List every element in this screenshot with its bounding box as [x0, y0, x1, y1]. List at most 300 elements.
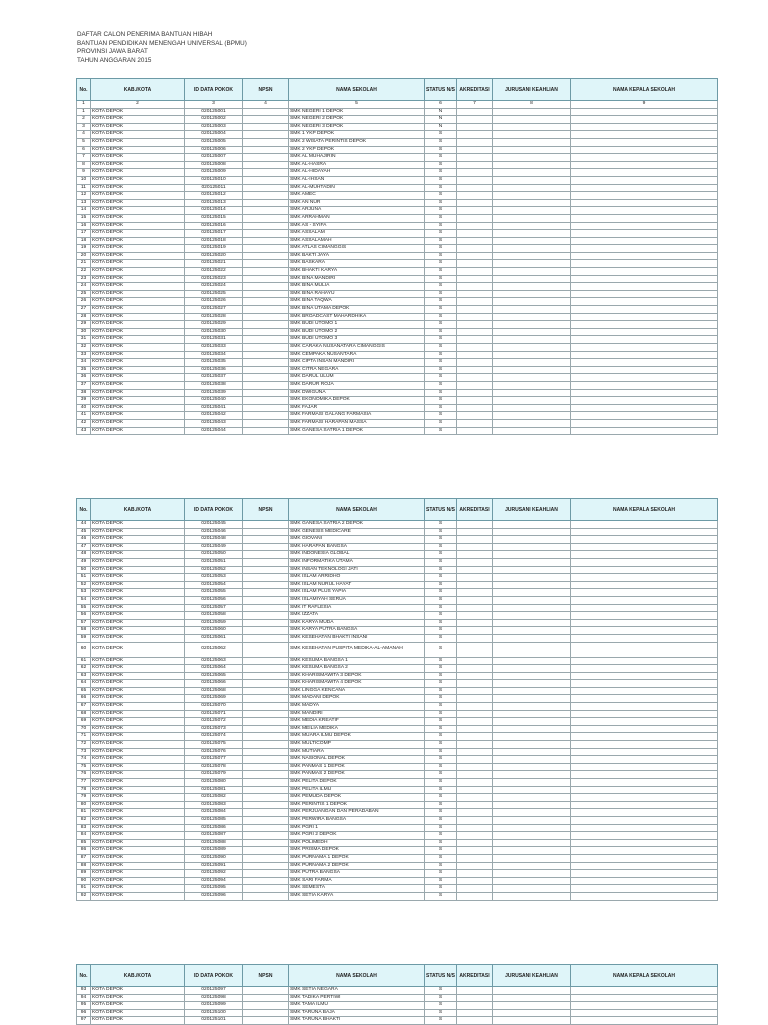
col-jurusan-cell [493, 351, 571, 359]
col-npsn-cell [243, 687, 289, 695]
col-kab-kota-cell: KOTA DEPOK [91, 176, 185, 184]
col-jurusan-cell [493, 306, 571, 314]
header-col-nama-sekolah: NAMA SEKOLAH [289, 79, 425, 101]
col-npsn-cell [243, 138, 289, 146]
col-jurusan-cell [493, 589, 571, 597]
col-nama-kepala-cell [571, 779, 718, 787]
col-kab-kota-cell: KOTA DEPOK [91, 351, 185, 359]
col-akreditasi-cell [457, 222, 493, 230]
col-status-cell: S [425, 680, 457, 688]
col-kab-kota-cell: KOTA DEPOK [91, 634, 185, 642]
col-akreditasi-cell [457, 847, 493, 855]
col-status-cell: S [425, 741, 457, 749]
col-id-data-pokok-cell: 020125051 [185, 558, 243, 566]
col-nama-sekolah-cell: SMK PURNAMA 1 DEPOK [289, 854, 425, 862]
table-row [77, 374, 718, 382]
col-kab-kota-cell: KOTA DEPOK [91, 328, 185, 336]
col-nama-kepala-cell [571, 1017, 718, 1025]
table-row [77, 612, 718, 620]
col-jurusan-cell [493, 192, 571, 200]
col-nama-sekolah-cell: SMK BINA TAQWA [289, 298, 425, 306]
col-akreditasi-cell [457, 108, 493, 116]
table-row [77, 862, 718, 870]
col-nama-kepala-cell [571, 687, 718, 695]
col-nama-sekolah-cell: SMK NEGERI 2 DEPOK [289, 116, 425, 124]
col-nama-kepala-cell [571, 558, 718, 566]
col-akreditasi-cell [457, 290, 493, 298]
col-nama-sekolah-cell: SMK IT RAFLESIA [289, 604, 425, 612]
col-akreditasi-cell [457, 642, 493, 657]
col-status-cell: S [425, 596, 457, 604]
col-akreditasi-cell [457, 771, 493, 779]
col-nama-sekolah-cell: SMK BAKTI JAYA [289, 252, 425, 260]
col-npsn-cell [243, 566, 289, 574]
col-no-cell: 62 [77, 665, 91, 673]
col-nama-kepala-cell [571, 870, 718, 878]
table-row [77, 733, 718, 741]
col-nama-sekolah-cell: SMK PERWIRA BANGSA [289, 816, 425, 824]
col-no-cell: 46 [77, 536, 91, 544]
col-id-data-pokok-cell: 020125006 [185, 146, 243, 154]
header-col-npsn: NPSN [243, 499, 289, 521]
col-kab-kota-cell: KOTA DEPOK [91, 313, 185, 321]
col-status-cell: S [425, 283, 457, 291]
col-nama-kepala-cell [571, 528, 718, 536]
col-status-cell: S [425, 809, 457, 817]
col-nama-sekolah-cell: SMK 2 YKP DEPOK [289, 146, 425, 154]
col-nama-sekolah-cell: SMK BHAKTI KARYA [289, 268, 425, 276]
col-status-cell: S [425, 176, 457, 184]
col-id-data-pokok-cell: 020125002 [185, 116, 243, 124]
col-nama-kepala-cell [571, 176, 718, 184]
col-kab-kota-cell: KOTA DEPOK [91, 574, 185, 582]
col-kab-kota-cell: KOTA DEPOK [91, 801, 185, 809]
col-akreditasi-cell [457, 283, 493, 291]
col-no-cell: 80 [77, 801, 91, 809]
col-npsn-cell [243, 268, 289, 276]
col-kab-kota-cell: KOTA DEPOK [91, 275, 185, 283]
col-kab-kota-cell: KOTA DEPOK [91, 419, 185, 427]
col-nama-kepala-cell [571, 374, 718, 382]
col-no-cell: 16 [77, 222, 91, 230]
col-jurusan-cell [493, 344, 571, 352]
col-nama-sekolah-cell: SMK BUDI UTOMO 1 [289, 321, 425, 329]
header-col-akreditasi: AKREDITASI [457, 79, 493, 101]
col-npsn-cell [243, 665, 289, 673]
col-akreditasi-cell [457, 154, 493, 162]
col-akreditasi-cell [457, 596, 493, 604]
col-jurusan-cell [493, 404, 571, 412]
col-nama-sekolah-cell: SMK HARAPAN BANGSA [289, 543, 425, 551]
col-id-data-pokok-cell: 020125057 [185, 604, 243, 612]
table-row [77, 283, 718, 291]
col-id-data-pokok-cell: 020125063 [185, 657, 243, 665]
table-row [77, 260, 718, 268]
col-akreditasi-cell [457, 146, 493, 154]
col-jurusan-cell [493, 381, 571, 389]
col-no-cell: 65 [77, 687, 91, 695]
col-nama-kepala-cell [571, 987, 718, 995]
col-jurusan-cell [493, 397, 571, 405]
col-status-cell: S [425, 642, 457, 657]
col-no-cell: 78 [77, 786, 91, 794]
col-jurusan-cell [493, 230, 571, 238]
col-akreditasi-cell [457, 877, 493, 885]
col-akreditasi-cell [457, 131, 493, 139]
col-kab-kota-cell: KOTA DEPOK [91, 619, 185, 627]
table-row [77, 184, 718, 192]
col-nama-sekolah-cell: SMK PANMAS 1 DEPOK [289, 763, 425, 771]
table-row [77, 199, 718, 207]
col-kab-kota-cell: KOTA DEPOK [91, 230, 185, 238]
col-no-cell: 66 [77, 695, 91, 703]
col-jurusan-cell [493, 116, 571, 124]
col-id-data-pokok-cell: 020125087 [185, 832, 243, 840]
col-npsn-cell [243, 252, 289, 260]
col-kab-kota-cell: KOTA DEPOK [91, 321, 185, 329]
col-akreditasi-cell [457, 794, 493, 802]
col-no-cell: 17 [77, 230, 91, 238]
table-row [77, 794, 718, 802]
col-nama-sekolah-cell: SMK BUDI UTOMO 3 [289, 336, 425, 344]
col-npsn-cell [243, 634, 289, 642]
col-nama-sekolah-cell: SMK PEMUDA DEPOK [289, 794, 425, 802]
col-id-data-pokok-cell: 020125055 [185, 589, 243, 597]
header-col-id-data-pokok: ID DATA POKOK [185, 79, 243, 101]
col-npsn-cell [243, 672, 289, 680]
col-npsn-cell [243, 816, 289, 824]
col-jurusan-cell [493, 763, 571, 771]
col-id-data-pokok-cell: 020125073 [185, 725, 243, 733]
col-id-data-pokok-cell: 020125098 [185, 994, 243, 1002]
col-npsn-cell [243, 862, 289, 870]
col-status-cell: S [425, 344, 457, 352]
table-row [77, 138, 718, 146]
col-nama-sekolah-cell: SMK MADANI DEPOK [289, 695, 425, 703]
col-jurusan-cell [493, 290, 571, 298]
col-jurusan-cell [493, 260, 571, 268]
col-no-cell: 60 [77, 642, 91, 657]
col-no-cell: 11 [77, 184, 91, 192]
col-npsn-cell [243, 123, 289, 131]
col-kab-kota-cell: KOTA DEPOK [91, 427, 185, 435]
table-row [77, 131, 718, 139]
col-no-cell: 90 [77, 877, 91, 885]
table-row [77, 566, 718, 574]
col-id-data-pokok-cell: 020125078 [185, 763, 243, 771]
col-id-data-pokok-cell: 020125033 [185, 344, 243, 352]
col-kab-kota-cell: KOTA DEPOK [91, 169, 185, 177]
col-no-cell: 34 [77, 359, 91, 367]
header-col-status: STATUS N/S [425, 965, 457, 987]
col-nama-kepala-cell [571, 839, 718, 847]
col-status-cell: S [425, 404, 457, 412]
table-row [77, 581, 718, 589]
col-no-cell: 75 [77, 763, 91, 771]
table-row [77, 763, 718, 771]
col-no-cell: 57 [77, 619, 91, 627]
col-npsn-cell [243, 695, 289, 703]
col-jurusan-cell [493, 877, 571, 885]
col-id-data-pokok-cell: 020125070 [185, 703, 243, 711]
table-row [77, 336, 718, 344]
col-status-cell: S [425, 816, 457, 824]
col-status-cell: S [425, 987, 457, 995]
table-row [77, 245, 718, 253]
col-kab-kota-cell: KOTA DEPOK [91, 581, 185, 589]
col-npsn-cell [243, 748, 289, 756]
col-jurusan-cell [493, 237, 571, 245]
col-nama-sekolah-cell: SMK GANESA SATRIA 2 DEPOK [289, 521, 425, 529]
col-status-cell: S [425, 543, 457, 551]
col-nama-kepala-cell [571, 574, 718, 582]
header-col-npsn: NPSN [243, 965, 289, 987]
col-nama-kepala-cell [571, 381, 718, 389]
col-nama-kepala-cell [571, 214, 718, 222]
col-npsn-cell [243, 199, 289, 207]
col-no-cell: 71 [77, 733, 91, 741]
col-kab-kota-cell: KOTA DEPOK [91, 161, 185, 169]
col-kab-kota-cell: KOTA DEPOK [91, 779, 185, 787]
col-npsn-cell [243, 756, 289, 764]
col-nama-kepala-cell [571, 665, 718, 673]
col-akreditasi-cell [457, 703, 493, 711]
col-akreditasi-cell [457, 994, 493, 1002]
column-index-cell: 3 [185, 101, 243, 109]
col-status-cell: S [425, 419, 457, 427]
col-status-cell: S [425, 718, 457, 726]
col-jurusan-cell [493, 862, 571, 870]
col-nama-kepala-cell [571, 260, 718, 268]
col-id-data-pokok-cell: 020125045 [185, 521, 243, 529]
col-kab-kota-cell: KOTA DEPOK [91, 237, 185, 245]
col-nama-sekolah-cell: SMK TADIKA PERTIWI [289, 994, 425, 1002]
col-status-cell: S [425, 839, 457, 847]
col-nama-sekolah-cell: SMK PELITA ILMU [289, 786, 425, 794]
col-akreditasi-cell [457, 521, 493, 529]
col-nama-kepala-cell [571, 116, 718, 124]
header-col-id-data-pokok: ID DATA POKOK [185, 499, 243, 521]
col-kab-kota-cell: KOTA DEPOK [91, 718, 185, 726]
col-jurusan-cell [493, 680, 571, 688]
col-akreditasi-cell [457, 123, 493, 131]
col-no-cell: 33 [77, 351, 91, 359]
col-id-data-pokok-cell: 020125053 [185, 574, 243, 582]
col-nama-kepala-cell [571, 725, 718, 733]
col-nama-sekolah-cell: SMK ASSALAM [289, 230, 425, 238]
col-no-cell: 2 [77, 116, 91, 124]
col-kab-kota-cell: KOTA DEPOK [91, 138, 185, 146]
table-row [77, 604, 718, 612]
col-status-cell: S [425, 847, 457, 855]
col-akreditasi-cell [457, 161, 493, 169]
col-npsn-cell [243, 558, 289, 566]
col-status-cell: S [425, 366, 457, 374]
col-id-data-pokok-cell: 020125012 [185, 192, 243, 200]
table-row [77, 275, 718, 283]
col-kab-kota-cell: KOTA DEPOK [91, 283, 185, 291]
col-jurusan-cell [493, 222, 571, 230]
col-jurusan-cell [493, 596, 571, 604]
col-jurusan-cell [493, 672, 571, 680]
col-id-data-pokok-cell: 020125018 [185, 237, 243, 245]
col-kab-kota-cell: KOTA DEPOK [91, 824, 185, 832]
col-status-cell: S [425, 313, 457, 321]
col-nama-sekolah-cell: SMK CIPTA INSAN MANDIRI [289, 359, 425, 367]
col-nama-sekolah-cell: SMK ISLAM PLUS YAPIA [289, 589, 425, 597]
col-nama-kepala-cell [571, 672, 718, 680]
col-npsn-cell [243, 779, 289, 787]
col-jurusan-cell [493, 657, 571, 665]
col-nama-sekolah-cell: SMK KESUMA BANGSA 2 [289, 665, 425, 673]
header-col-nama-sekolah: NAMA SEKOLAH [289, 965, 425, 987]
col-kab-kota-cell: KOTA DEPOK [91, 551, 185, 559]
table-row [77, 1002, 718, 1010]
col-kab-kota-cell: KOTA DEPOK [91, 680, 185, 688]
col-jurusan-cell [493, 839, 571, 847]
col-jurusan-cell [493, 816, 571, 824]
col-npsn-cell [243, 627, 289, 635]
col-nama-kepala-cell [571, 543, 718, 551]
col-status-cell: S [425, 1009, 457, 1017]
table-row [77, 703, 718, 711]
col-akreditasi-cell [457, 854, 493, 862]
col-nama-sekolah-cell: SMK EKONOMIKA DEPOK [289, 397, 425, 405]
col-akreditasi-cell [457, 381, 493, 389]
table-row [77, 366, 718, 374]
col-jurusan-cell [493, 169, 571, 177]
col-nama-kepala-cell [571, 275, 718, 283]
table-row [77, 169, 718, 177]
table-row [77, 816, 718, 824]
col-nama-kepala-cell [571, 389, 718, 397]
table-row [77, 558, 718, 566]
header-col-kab-kota: KAB./KOTA [91, 965, 185, 987]
header-col-no: No. [77, 499, 91, 521]
col-jurusan-cell [493, 283, 571, 291]
col-id-data-pokok-cell: 020125071 [185, 710, 243, 718]
col-status-cell: S [425, 169, 457, 177]
col-status-cell: S [425, 252, 457, 260]
col-id-data-pokok-cell: 020125072 [185, 718, 243, 726]
col-akreditasi-cell [457, 116, 493, 124]
col-no-cell: 56 [77, 612, 91, 620]
col-akreditasi-cell [457, 987, 493, 995]
col-nama-sekolah-cell: SMK MULTICOMP [289, 741, 425, 749]
col-nama-sekolah-cell: SMK MUTIARA [289, 748, 425, 756]
col-kab-kota-cell: KOTA DEPOK [91, 657, 185, 665]
col-kab-kota-cell: KOTA DEPOK [91, 108, 185, 116]
col-jurusan-cell [493, 146, 571, 154]
col-status-cell: S [425, 824, 457, 832]
col-nama-sekolah-cell: SMK BINA UTAMA DEPOK [289, 306, 425, 314]
col-nama-sekolah-cell: SMK CARAKA NUSANATARA CIMANGGIS [289, 344, 425, 352]
col-nama-sekolah-cell: SMK PANMAS 2 DEPOK [289, 771, 425, 779]
col-jurusan-cell [493, 695, 571, 703]
col-npsn-cell [243, 847, 289, 855]
header-col-jurusan: JURUSANI KEAHLIAN [493, 79, 571, 101]
col-id-data-pokok-cell: 020125094 [185, 877, 243, 885]
col-nama-kepala-cell [571, 657, 718, 665]
col-id-data-pokok-cell: 020125011 [185, 184, 243, 192]
col-status-cell: S [425, 657, 457, 665]
col-akreditasi-cell [457, 184, 493, 192]
col-no-cell: 25 [77, 290, 91, 298]
col-nama-kepala-cell [571, 824, 718, 832]
col-kab-kota-cell: KOTA DEPOK [91, 116, 185, 124]
col-id-data-pokok-cell: 020125068 [185, 687, 243, 695]
table-row [77, 801, 718, 809]
col-jurusan-cell [493, 359, 571, 367]
col-akreditasi-cell [457, 252, 493, 260]
col-nama-sekolah-cell: SMK KESUMA BANGSA 1 [289, 657, 425, 665]
col-no-cell: 48 [77, 551, 91, 559]
col-nama-sekolah-cell: SMK KHARISMAWITA 4 DEPOK [289, 680, 425, 688]
col-jurusan-cell [493, 987, 571, 995]
col-status-cell: N [425, 108, 457, 116]
col-akreditasi-cell [457, 1009, 493, 1017]
col-nama-sekolah-cell: SMK BUDI UTOMO 2 [289, 328, 425, 336]
table-row [77, 551, 718, 559]
col-no-cell: 68 [77, 710, 91, 718]
table-row [77, 252, 718, 260]
col-id-data-pokok-cell: 020125034 [185, 351, 243, 359]
col-nama-kepala-cell [571, 290, 718, 298]
col-nama-kepala-cell [571, 419, 718, 427]
table-row [77, 161, 718, 169]
col-kab-kota-cell: KOTA DEPOK [91, 725, 185, 733]
col-nama-sekolah-cell: SMK KESEHATAN PUSPITA MEDIKA-AL-AMANAH [289, 642, 425, 657]
col-akreditasi-cell [457, 892, 493, 900]
table-row [77, 116, 718, 124]
col-nama-sekolah-cell: SMK POLIMEDH [289, 839, 425, 847]
col-akreditasi-cell [457, 359, 493, 367]
col-no-cell: 47 [77, 543, 91, 551]
col-jurusan-cell [493, 1009, 571, 1017]
col-nama-kepala-cell [571, 1002, 718, 1010]
col-id-data-pokok-cell: 020125054 [185, 581, 243, 589]
col-jurusan-cell [493, 528, 571, 536]
col-npsn-cell [243, 283, 289, 291]
col-jurusan-cell [493, 184, 571, 192]
table-row [77, 634, 718, 642]
col-akreditasi-cell [457, 839, 493, 847]
col-nama-sekolah-cell: SMK ARRAHMAN [289, 214, 425, 222]
col-id-data-pokok-cell: 020125024 [185, 283, 243, 291]
col-status-cell: S [425, 994, 457, 1002]
table-row [77, 748, 718, 756]
col-kab-kota-cell: KOTA DEPOK [91, 397, 185, 405]
data-table [76, 78, 718, 435]
col-kab-kota-cell: KOTA DEPOK [91, 381, 185, 389]
col-nama-kepala-cell [571, 222, 718, 230]
col-npsn-cell [243, 521, 289, 529]
col-nama-kepala-cell [571, 854, 718, 862]
col-kab-kota-cell: KOTA DEPOK [91, 665, 185, 673]
col-nama-kepala-cell [571, 756, 718, 764]
col-nama-kepala-cell [571, 763, 718, 771]
col-akreditasi-cell [457, 756, 493, 764]
col-nama-kepala-cell [571, 161, 718, 169]
col-akreditasi-cell [457, 275, 493, 283]
table-row [77, 321, 718, 329]
col-status-cell: S [425, 184, 457, 192]
col-jurusan-cell [493, 298, 571, 306]
col-id-data-pokok-cell: 020125020 [185, 252, 243, 260]
table-row [77, 832, 718, 840]
col-npsn-cell [243, 596, 289, 604]
col-id-data-pokok-cell: 020125095 [185, 885, 243, 893]
